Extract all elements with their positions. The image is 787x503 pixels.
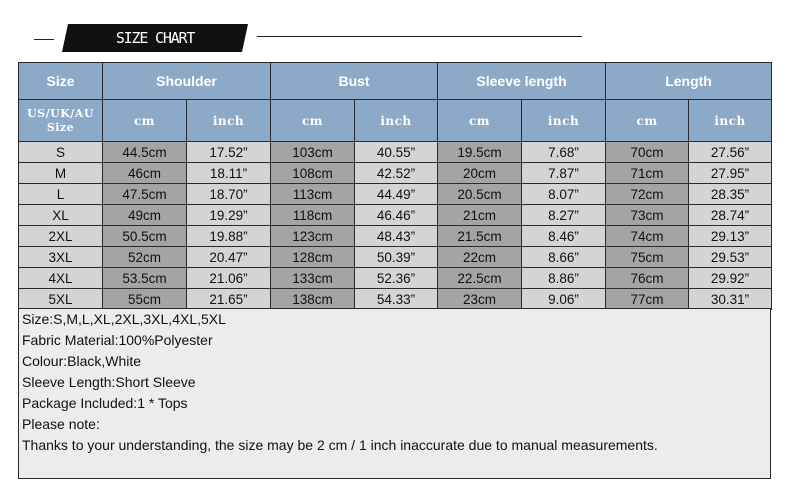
length-cm-cell: 76cm	[606, 268, 689, 289]
note-package: Package Included:1 * Tops	[22, 395, 188, 411]
bust-inch-cell: 46.46”	[355, 205, 438, 226]
shoulder-cm-cell: 49cm	[103, 205, 187, 226]
size-cell: 5XL	[19, 289, 103, 310]
bust-inch-cell: 42.52”	[355, 163, 438, 184]
shoulder-cm-cell: 46cm	[103, 163, 187, 184]
size-cell: XL	[19, 205, 103, 226]
bust-inch-cell: 50.39”	[355, 247, 438, 268]
bust-cm-cell: 118cm	[271, 205, 355, 226]
length-inch-cell: 29.92”	[689, 268, 772, 289]
length-inch-cell: 30.31”	[689, 289, 772, 310]
shoulder-cm-cell: 44.5cm	[103, 142, 187, 163]
shoulder-cm-cell: 47.5cm	[103, 184, 187, 205]
shoulder-cm-cell: 53.5cm	[103, 268, 187, 289]
table-header-row	[19, 63, 772, 100]
shoulder-cm-cell: 50.5cm	[103, 226, 187, 247]
sleeve-length-header: Sleeve length	[438, 63, 606, 100]
sleeve-cm-cell: 22cm	[438, 247, 522, 268]
unit-cm: cm	[438, 100, 522, 142]
banner-rule-right	[257, 36, 582, 37]
product-notes	[18, 308, 771, 479]
unit-inch: inch	[355, 100, 438, 142]
sleeve-inch-cell: 8.66”	[522, 247, 606, 268]
unit-inch: inch	[187, 100, 271, 142]
table-row	[19, 205, 772, 226]
shoulder-inch-cell: 18.70”	[187, 184, 271, 205]
banner-badge	[62, 24, 248, 52]
shoulder-inch-cell: 21.06”	[187, 268, 271, 289]
shoulder-cm-cell: 52cm	[103, 247, 187, 268]
sleeve-cm-cell: 19.5cm	[438, 142, 522, 163]
length-cm-cell: 72cm	[606, 184, 689, 205]
length-cm-cell: 77cm	[606, 289, 689, 310]
size-cell: 2XL	[19, 226, 103, 247]
sleeve-cm-cell: 21.5cm	[438, 226, 522, 247]
unit-cm: cm	[271, 100, 355, 142]
sleeve-inch-cell: 8.46”	[522, 226, 606, 247]
length-inch-cell: 27.56”	[689, 142, 772, 163]
table-row	[19, 184, 772, 205]
length-cm-cell: 75cm	[606, 247, 689, 268]
banner-rule-left	[34, 39, 54, 40]
size-cell: S	[19, 142, 103, 163]
bust-inch-cell: 52.36”	[355, 268, 438, 289]
note-sizes: Size:S,M,L,XL,2XL,3XL,4XL,5XL	[22, 311, 226, 327]
sleeve-cm-cell: 20.5cm	[438, 184, 522, 205]
length-header: Length	[606, 63, 772, 100]
shoulder-inch-cell: 20.47”	[187, 247, 271, 268]
table-row	[19, 142, 772, 163]
size-cell: L	[19, 184, 103, 205]
shoulder-cm-cell: 55cm	[103, 289, 187, 310]
note-please: Please note:	[22, 416, 100, 432]
table-row	[19, 226, 772, 247]
shoulder-header: Shoulder	[103, 63, 271, 100]
bust-inch-cell: 48.43”	[355, 226, 438, 247]
length-cm-cell: 73cm	[606, 205, 689, 226]
sleeve-inch-cell: 9.06”	[522, 289, 606, 310]
length-inch-cell: 29.53”	[689, 247, 772, 268]
bust-cm-cell: 103cm	[271, 142, 355, 163]
length-inch-cell: 29.13”	[689, 226, 772, 247]
sleeve-inch-cell: 8.86”	[522, 268, 606, 289]
bust-cm-cell: 128cm	[271, 247, 355, 268]
unit-inch: inch	[689, 100, 772, 142]
bust-cm-cell: 123cm	[271, 226, 355, 247]
shoulder-inch-cell: 18.11”	[187, 163, 271, 184]
shoulder-inch-cell: 19.88”	[187, 226, 271, 247]
size-line: Size	[46, 120, 75, 134]
length-cm-cell: 71cm	[606, 163, 689, 184]
bust-inch-cell: 40.55”	[355, 142, 438, 163]
bust-inch-cell: 44.49”	[355, 184, 438, 205]
size-cell: M	[19, 163, 103, 184]
banner-title: SIZE CHART	[115, 29, 195, 47]
length-cm-cell: 74cm	[606, 226, 689, 247]
size-chart-banner	[0, 0, 787, 60]
bust-cm-cell: 133cm	[271, 268, 355, 289]
size-cell: 3XL	[19, 247, 103, 268]
length-inch-cell: 28.74”	[689, 205, 772, 226]
shoulder-inch-cell: 17.52”	[187, 142, 271, 163]
size-table	[18, 62, 772, 310]
sleeve-cm-cell: 23cm	[438, 289, 522, 310]
table-row	[19, 289, 772, 310]
sleeve-cm-cell: 22.5cm	[438, 268, 522, 289]
unit-cm: cm	[606, 100, 689, 142]
unit-cm: cm	[103, 100, 187, 142]
note-fabric: Fabric Material:100%Polyester	[22, 332, 213, 348]
table-row	[19, 247, 772, 268]
size-region-label	[19, 100, 103, 142]
note-sleeve: Sleeve Length:Short Sleeve	[22, 374, 196, 390]
unit-inch: inch	[522, 100, 606, 142]
sleeve-inch-cell: 7.87”	[522, 163, 606, 184]
size-cell: 4XL	[19, 268, 103, 289]
length-cm-cell: 70cm	[606, 142, 689, 163]
size-header: Size	[19, 63, 103, 100]
bust-cm-cell: 113cm	[271, 184, 355, 205]
sleeve-inch-cell: 8.27”	[522, 205, 606, 226]
bust-cm-cell: 138cm	[271, 289, 355, 310]
table-row	[19, 268, 772, 289]
shoulder-inch-cell: 21.65”	[187, 289, 271, 310]
bust-header: Bust	[271, 63, 438, 100]
bust-cm-cell: 108cm	[271, 163, 355, 184]
bust-inch-cell: 54.33”	[355, 289, 438, 310]
table-row	[19, 163, 772, 184]
note-colour: Colour:Black,White	[22, 353, 142, 369]
sleeve-inch-cell: 7.68”	[522, 142, 606, 163]
sleeve-cm-cell: 20cm	[438, 163, 522, 184]
length-inch-cell: 27.95”	[689, 163, 772, 184]
shoulder-inch-cell: 19.29”	[187, 205, 271, 226]
note-disclaimer: Thanks to your understanding, the size may be 2 cm / 1 inch inaccurate due to manual measurements.	[22, 437, 658, 453]
sleeve-cm-cell: 21cm	[438, 205, 522, 226]
length-inch-cell: 28.35”	[689, 184, 772, 205]
sleeve-inch-cell: 8.07”	[522, 184, 606, 205]
table-unit-row	[19, 100, 772, 142]
region-line: US/UK/AU	[27, 106, 94, 120]
